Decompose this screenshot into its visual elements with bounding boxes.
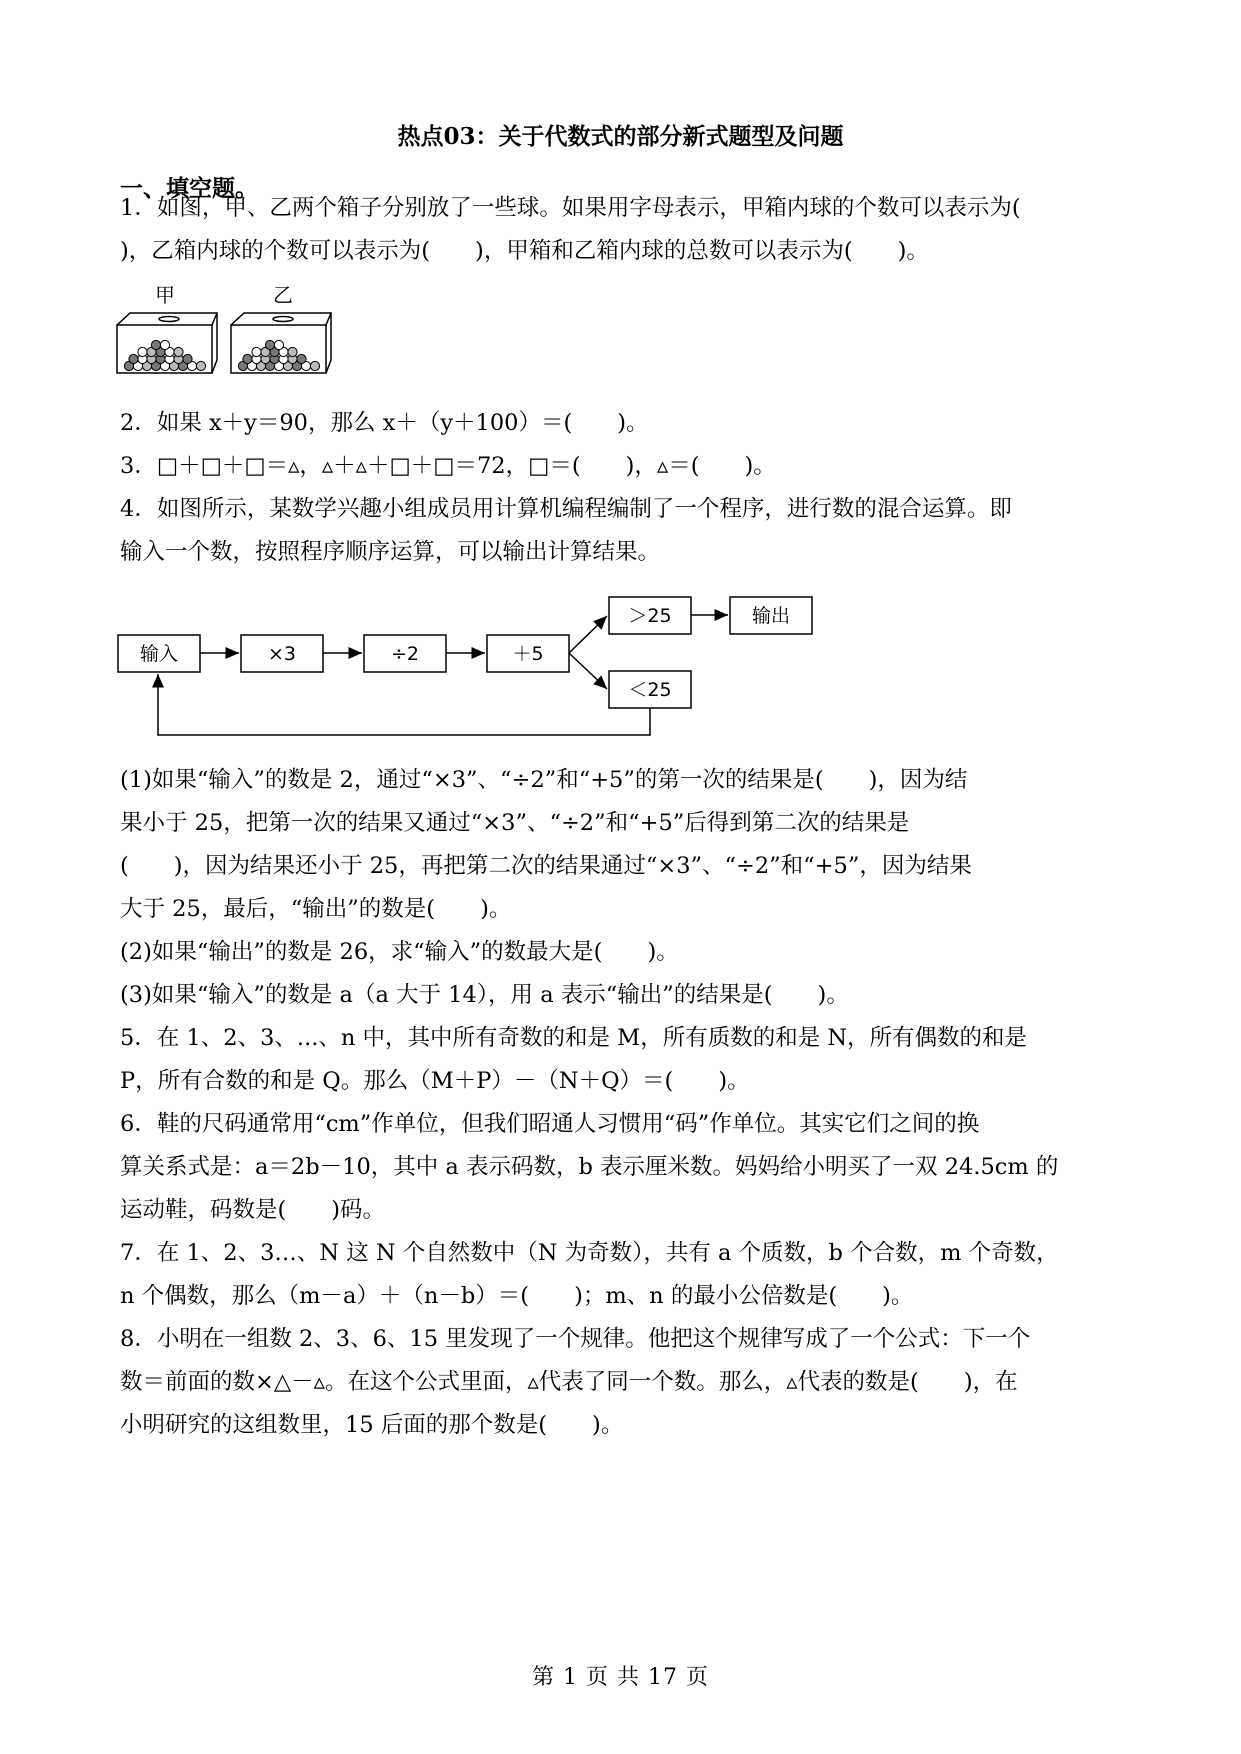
ball-icon	[252, 347, 261, 356]
question-6-line-1: 6．鞋的尺码通常用“cm”作单位，但我们昭通人习惯用“码”作单位。其实它们之间的换	[120, 1111, 980, 1137]
ball-icon	[274, 340, 283, 349]
question-5-line-2: P，所有合数的和是 Q。那么（M＋P）－（N＋Q）＝( )。	[120, 1068, 750, 1094]
box-label-yi: 乙	[273, 283, 293, 307]
question-1-line-2: )，乙箱内球的个数可以表示为( )，甲箱和乙箱内球的总数可以表示为( )。	[120, 238, 929, 264]
question-4-part-1-line-3: ( )，因为结果还小于 25，再把第二次的结果通过“×3”、“÷2”和“+5”，因为结果	[120, 853, 972, 879]
balls-yi	[238, 340, 319, 370]
question-8-line-2: 数＝前面的数×△－▵。在这个公式里面，▵代表了同一个数。那么，▵代表的数是( )，在	[120, 1369, 1018, 1395]
flow-label-input: 输入	[139, 643, 179, 665]
balls-jia	[124, 340, 205, 370]
question-6-line-2: 算关系式是：a＝2b－10，其中 a 表示码数，b 表示厘米数。妈妈给小明买了一双 24.5cm 的	[120, 1154, 1059, 1180]
ball-icon	[288, 347, 297, 356]
flow-label-greater: ＞25	[628, 605, 672, 627]
question-4-line-1: 4．如图所示，某数学兴趣小组成员用计算机编程编制了一个程序，进行数的混合运算。即	[120, 496, 1012, 522]
flow-label-add: ＋5	[512, 643, 544, 665]
question-3: 3．□＋□＋□＝▵，▵＋▵＋□＋□＝72，□＝( )，▵＝( )。	[120, 453, 776, 479]
ball-icon	[310, 361, 319, 370]
question-4-part-1-line-1: (1)如果“输入”的数是 2，通过“×3”、“÷2”和“+5”的第一次的结果是( )，因为结	[120, 767, 968, 793]
ball-icon	[138, 347, 147, 356]
page-title: 热点03：关于代数式的部分新式题型及问题	[397, 123, 844, 150]
flow-label-multiply: ×3	[267, 643, 297, 665]
ball-boxes-figure	[105, 280, 345, 380]
question-7-line-2: n 个偶数，那么（m－a）＋（n－b）＝( )；m、n 的最小公倍数是( )。	[120, 1283, 914, 1309]
question-6-line-3: 运动鞋，码数是( )码。	[120, 1197, 386, 1223]
flow-label-divide: ÷2	[390, 643, 420, 665]
ball-icon	[129, 354, 138, 363]
ball-icon	[196, 361, 205, 370]
question-8-line-1: 8．小明在一组数 2、3、6、15 里发现了一个规律。他把这个规律写成了一个公式：下一个	[120, 1326, 1031, 1352]
question-4-part-1-line-4: 大于 25，最后，“输出”的数是( )。	[120, 896, 512, 922]
page-footer: 第 1 页 共 17 页	[532, 1665, 709, 1690]
question-4-part-1-line-2: 果小于 25，把第一次的结果又通过“×3”、“÷2”和“+5”后得到第二次的结果是	[120, 810, 910, 836]
question-5-line-1: 5．在 1、2、3、...、n 中，其中所有奇数的和是 M，所有质数的和是 N，所有偶数的和是	[120, 1025, 1028, 1051]
ball-icon	[183, 354, 192, 363]
program-flowchart	[100, 585, 830, 745]
question-1-line-1: 1．如图，甲、乙两个箱子分别放了一些球。如果用字母表示，甲箱内球的个数可以表示为(	[120, 195, 1021, 221]
ball-icon	[297, 354, 306, 363]
question-7-line-1: 7．在 1、2、3…、N 这 N 个自然数中（N 为奇数），共有 a 个质数，b 个合数，m 个奇数，	[120, 1240, 1059, 1266]
flow-label-output: 输出	[751, 605, 791, 627]
ball-icon	[243, 354, 252, 363]
question-4-line-2: 输入一个数，按照程序顺序运算，可以输出计算结果。	[120, 539, 661, 565]
question-2: 2．如果 x＋y＝90，那么 x＋（y＋100）＝( )。	[120, 410, 649, 436]
flow-label-less: ＜25	[628, 679, 672, 701]
section-heading: 一、填空题。	[120, 175, 258, 202]
question-4-part-3: (3)如果“输入”的数是 a（a 大于 14），用 a 表示“输出”的结果是( )。	[120, 982, 849, 1008]
question-4-part-2: (2)如果“输出”的数是 26，求“输入”的数最大是( )。	[120, 939, 679, 965]
ball-icon	[160, 340, 169, 349]
ball-icon	[265, 340, 274, 349]
box-label-jia: 甲	[155, 283, 175, 307]
question-8-line-3: 小明研究的这组数里，15 后面的那个数是( )。	[120, 1412, 624, 1438]
ball-icon	[174, 347, 183, 356]
ball-icon	[151, 340, 160, 349]
